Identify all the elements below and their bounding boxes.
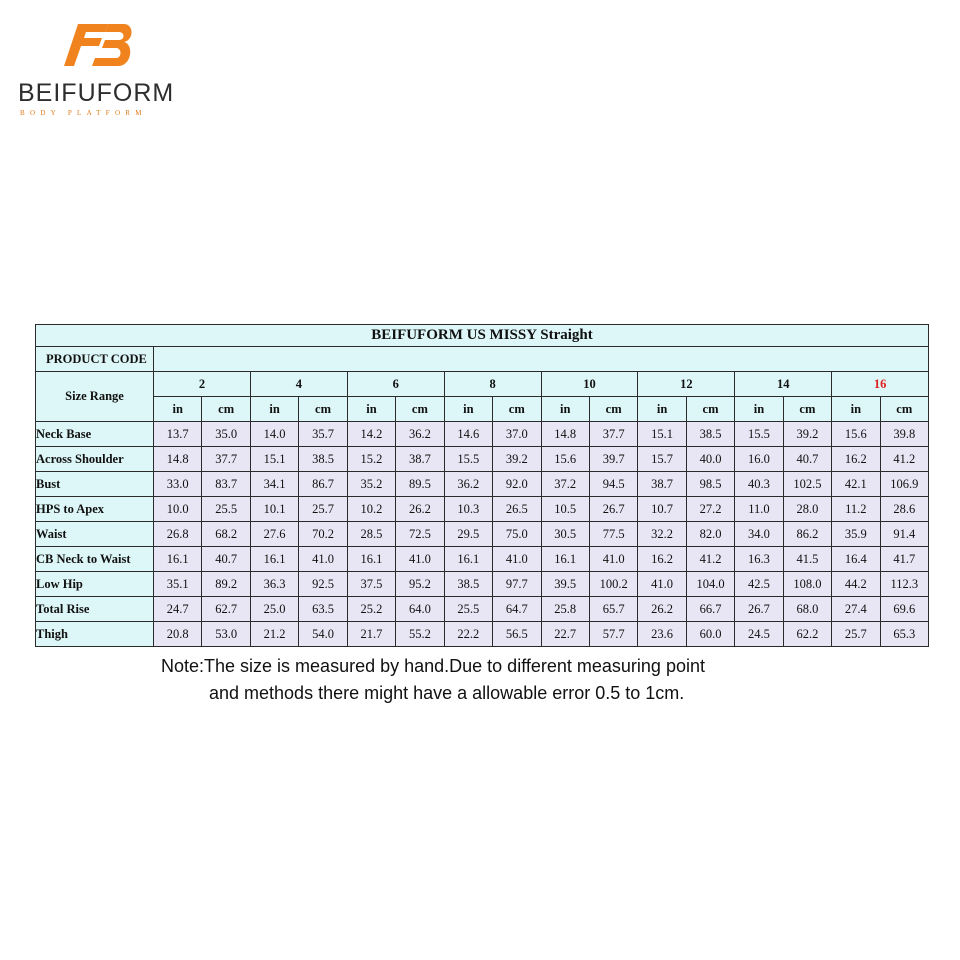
measurement-value: 34.1 [250,472,298,497]
measurement-label: Thigh [36,622,154,647]
measurement-value: 32.2 [638,522,686,547]
measurement-value: 16.1 [154,547,202,572]
measurement-value: 112.3 [880,572,928,597]
measurement-value: 89.2 [202,572,250,597]
measurement-value: 27.6 [250,522,298,547]
measurement-value: 92.0 [493,472,541,497]
measurement-value: 39.5 [541,572,589,597]
note-line-1: Note:The size is measured by hand.Due to different measuring point [161,656,705,676]
measurement-value: 30.5 [541,522,589,547]
measurement-value: 16.2 [832,447,880,472]
measurement-value: 16.4 [832,547,880,572]
measurement-value: 14.8 [541,422,589,447]
measurement-value: 25.0 [250,597,298,622]
measurement-label: HPS to Apex [36,497,154,522]
note-line-2: and methods there might have a allowable error 0.5 to 1cm. [209,683,685,703]
product-code-row [36,347,929,372]
measurement-value: 86.2 [783,522,831,547]
measurement-value: 77.5 [589,522,637,547]
measurement-value: 14.2 [347,422,395,447]
measurement-value: 37.5 [347,572,395,597]
unit-header: in [541,397,589,422]
measurement-value: 69.6 [880,597,928,622]
title-row [36,325,929,347]
measurement-value: 37.2 [541,472,589,497]
unit-header: cm [396,397,444,422]
measurement-label: CB Neck to Waist [36,547,154,572]
measurement-value: 36.2 [444,472,492,497]
measurement-value: 64.0 [396,597,444,622]
measurement-value: 25.7 [299,497,347,522]
measurement-value: 62.2 [783,622,831,647]
measurement-value: 68.2 [202,522,250,547]
measurement-value: 29.5 [444,522,492,547]
measurement-value: 40.7 [783,447,831,472]
measurement-value: 25.5 [444,597,492,622]
measurement-value: 15.1 [638,422,686,447]
measurement-value: 28.5 [347,522,395,547]
measurement-value: 41.0 [589,547,637,572]
measurement-value: 35.0 [202,422,250,447]
measurement-value: 16.1 [250,547,298,572]
measurement-value: 26.7 [735,597,783,622]
table-row [36,447,929,472]
measurement-value: 44.2 [832,572,880,597]
measurement-value: 38.7 [638,472,686,497]
unit-header: cm [589,397,637,422]
measurement-value: 15.5 [735,422,783,447]
brand-logo [18,18,178,118]
measurement-value: 70.2 [299,522,347,547]
measurement-value: 65.7 [589,597,637,622]
measurement-value: 57.7 [589,622,637,647]
unit-header: in [444,397,492,422]
measurement-value: 98.5 [686,472,734,497]
measurement-value: 22.2 [444,622,492,647]
measurement-value: 41.2 [686,547,734,572]
measurement-value: 38.5 [686,422,734,447]
measurement-value: 14.0 [250,422,298,447]
measurement-value: 26.2 [638,597,686,622]
measurement-value: 27.2 [686,497,734,522]
measurement-value: 13.7 [154,422,202,447]
unit-header-row [36,397,929,422]
measurement-value: 40.3 [735,472,783,497]
measurement-value: 63.5 [299,597,347,622]
measurement-label: Across Shoulder [36,447,154,472]
measurement-value: 41.0 [493,547,541,572]
size-header: 4 [250,372,347,397]
measurement-value: 106.9 [880,472,928,497]
measurement-value: 35.1 [154,572,202,597]
table-row [36,547,929,572]
measurement-value: 39.2 [783,422,831,447]
measurement-value: 28.6 [880,497,928,522]
measurement-value: 97.7 [493,572,541,597]
size-header: 14 [735,372,832,397]
table-row [36,472,929,497]
measurement-value: 40.7 [202,547,250,572]
unit-header: cm [783,397,831,422]
measurement-value: 75.0 [493,522,541,547]
table-row [36,622,929,647]
measurement-value: 10.1 [250,497,298,522]
measurement-value: 38.5 [444,572,492,597]
measurement-label: Waist [36,522,154,547]
measurement-value: 16.1 [444,547,492,572]
table-row [36,572,929,597]
measurement-value: 66.7 [686,597,734,622]
measurement-value: 16.1 [347,547,395,572]
measurement-value: 25.5 [202,497,250,522]
size-header: 6 [347,372,444,397]
measurement-value: 35.2 [347,472,395,497]
measurement-value: 100.2 [589,572,637,597]
measurement-value: 54.0 [299,622,347,647]
measurement-value: 37.0 [493,422,541,447]
measurement-value: 16.3 [735,547,783,572]
measurement-value: 15.6 [541,447,589,472]
brand-name: BEIFUFORM [18,79,175,107]
measurement-value: 60.0 [686,622,734,647]
measurement-value: 41.0 [396,547,444,572]
size-header: 10 [541,372,638,397]
measurement-value: 21.2 [250,622,298,647]
measurement-value: 25.2 [347,597,395,622]
measurement-value: 33.0 [154,472,202,497]
unit-header: in [250,397,298,422]
measurement-value: 16.0 [735,447,783,472]
unit-header: cm [493,397,541,422]
measurement-value: 94.5 [589,472,637,497]
measurement-value: 83.7 [202,472,250,497]
measurement-value: 102.5 [783,472,831,497]
measurement-value: 10.0 [154,497,202,522]
measurement-value: 23.6 [638,622,686,647]
measurement-value: 95.2 [396,572,444,597]
measurement-value: 16.1 [541,547,589,572]
measurement-value: 15.2 [347,447,395,472]
measurement-value: 34.0 [735,522,783,547]
measurement-value: 11.0 [735,497,783,522]
measurement-value: 21.7 [347,622,395,647]
measurement-value: 20.8 [154,622,202,647]
brand-mark-icon [64,20,134,70]
measurement-value: 39.8 [880,422,928,447]
measurement-value: 26.2 [396,497,444,522]
table-row [36,597,929,622]
measurement-label: Low Hip [36,572,154,597]
measurement-value: 104.0 [686,572,734,597]
measurement-label: Neck Base [36,422,154,447]
measurement-value: 14.6 [444,422,492,447]
unit-header: cm [686,397,734,422]
size-range-label: Size Range [36,372,154,422]
measurement-value: 41.5 [783,547,831,572]
unit-header: in [154,397,202,422]
measurement-value: 72.5 [396,522,444,547]
measurement-value: 38.5 [299,447,347,472]
measurement-value: 26.7 [589,497,637,522]
measurement-label: Total Rise [36,597,154,622]
unit-header: in [638,397,686,422]
unit-header: in [832,397,880,422]
measurement-value: 15.7 [638,447,686,472]
measurement-value: 40.0 [686,447,734,472]
size-header: 2 [154,372,251,397]
measurement-value: 53.0 [202,622,250,647]
measurement-value: 15.1 [250,447,298,472]
measurement-value: 10.3 [444,497,492,522]
measurement-value: 36.2 [396,422,444,447]
measurement-value: 22.7 [541,622,589,647]
measurement-value: 24.5 [735,622,783,647]
product-code-label: PRODUCT CODE [36,347,154,372]
measurement-value: 56.5 [493,622,541,647]
measurement-value: 26.8 [154,522,202,547]
table-row [36,497,929,522]
size-header: 12 [638,372,735,397]
product-code-value [154,347,929,372]
measurement-value: 35.9 [832,522,880,547]
measurement-value: 41.2 [880,447,928,472]
size-header-row [36,372,929,397]
measurement-value: 92.5 [299,572,347,597]
measurement-value: 36.3 [250,572,298,597]
measurement-value: 28.0 [783,497,831,522]
measurement-value: 82.0 [686,522,734,547]
measurement-value: 10.7 [638,497,686,522]
measurement-value: 35.7 [299,422,347,447]
measurement-value: 68.0 [783,597,831,622]
size-chart-table [35,324,929,647]
unit-header: cm [299,397,347,422]
measurement-value: 37.7 [589,422,637,447]
unit-header: in [347,397,395,422]
measurement-value: 15.6 [832,422,880,447]
measurement-value: 41.0 [638,572,686,597]
measurement-value: 24.7 [154,597,202,622]
measurement-value: 55.2 [396,622,444,647]
measurement-value: 42.1 [832,472,880,497]
brand-tagline: BODY PLATFORM [20,109,147,117]
measurement-value: 26.5 [493,497,541,522]
measurement-value: 91.4 [880,522,928,547]
measurement-value: 108.0 [783,572,831,597]
measurement-value: 11.2 [832,497,880,522]
measurement-value: 16.2 [638,547,686,572]
measurement-value: 41.0 [299,547,347,572]
measurement-value: 27.4 [832,597,880,622]
measurement-value: 41.7 [880,547,928,572]
measurement-value: 25.8 [541,597,589,622]
measurement-value: 64.7 [493,597,541,622]
measurement-value: 15.5 [444,447,492,472]
size-header: 16 [832,372,929,397]
table-row [36,522,929,547]
measurement-value: 65.3 [880,622,928,647]
measurement-value: 10.2 [347,497,395,522]
measurement-label: Bust [36,472,154,497]
measurement-value: 38.7 [396,447,444,472]
measurement-value: 25.7 [832,622,880,647]
unit-header: in [735,397,783,422]
unit-header: cm [880,397,928,422]
size-header: 8 [444,372,541,397]
measurement-value: 39.7 [589,447,637,472]
measurement-value: 39.2 [493,447,541,472]
measurement-value: 89.5 [396,472,444,497]
unit-header: cm [202,397,250,422]
measurement-value: 62.7 [202,597,250,622]
table-row [36,422,929,447]
measurement-value: 86.7 [299,472,347,497]
measurement-value: 14.8 [154,447,202,472]
measurement-value: 37.7 [202,447,250,472]
measurement-value: 42.5 [735,572,783,597]
table-title: BEIFUFORM US MISSY Straight [36,325,929,347]
measurement-value: 10.5 [541,497,589,522]
